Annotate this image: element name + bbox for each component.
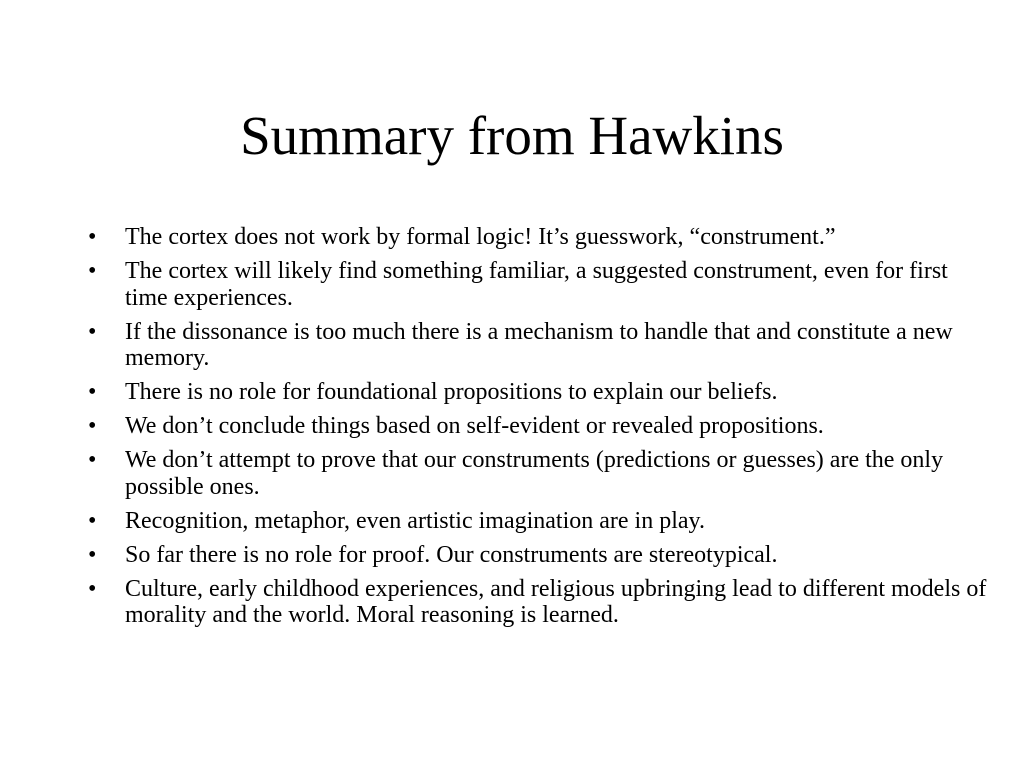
bullet-mark: •	[88, 541, 97, 568]
bullet-item	[88, 413, 988, 440]
bullet-mark: •	[88, 575, 97, 602]
bullet-text: So far there is no role for proof. Our construments are stereotypical.	[125, 541, 778, 568]
slide-title: Summary from Hawkins	[240, 105, 784, 166]
bullet-mark: •	[88, 258, 97, 284]
bullet-mark: •	[88, 507, 97, 534]
bullet-item	[88, 224, 988, 251]
bullet-item	[88, 508, 988, 535]
bullet-text: Recognition, metaphor, even artistic imagination are in play.	[125, 507, 705, 534]
bullet-item	[88, 258, 988, 311]
bullet-item	[88, 319, 988, 372]
bullet-text: We don’t conclude things based on self-evident or revealed propositions.	[125, 413, 824, 439]
bullet-text: If the dissonance is too much there is a mechanism to handle that and constitute a new memory.	[125, 318, 953, 371]
bullet-text: The cortex will likely find something familiar, a suggested construment, even for first time experiences.	[125, 258, 948, 311]
bullet-mark: •	[88, 413, 97, 439]
bullet-item	[88, 576, 988, 629]
bullet-mark: •	[88, 379, 97, 405]
bullet-mark: •	[88, 318, 97, 345]
bullet-item	[88, 542, 988, 569]
bullet-text: The cortex does not work by formal logic! It’s guesswork, “construment.”	[125, 224, 836, 250]
bullet-list	[88, 224, 988, 636]
bullet-item	[88, 379, 988, 406]
bullet-mark: •	[88, 447, 97, 473]
bullet-text: Culture, early childhood experiences, and religious upbringing lead to different models of morality and the world. Moral reasoning is learned.	[125, 575, 987, 628]
bullet-text: We don’t attempt to prove that our construments (predictions or guesses) are the only possible ones.	[125, 447, 944, 500]
bullet-text: There is no role for foundational propositions to explain our beliefs.	[125, 379, 778, 405]
bullet-mark: •	[88, 224, 97, 250]
bullet-item	[88, 447, 988, 500]
